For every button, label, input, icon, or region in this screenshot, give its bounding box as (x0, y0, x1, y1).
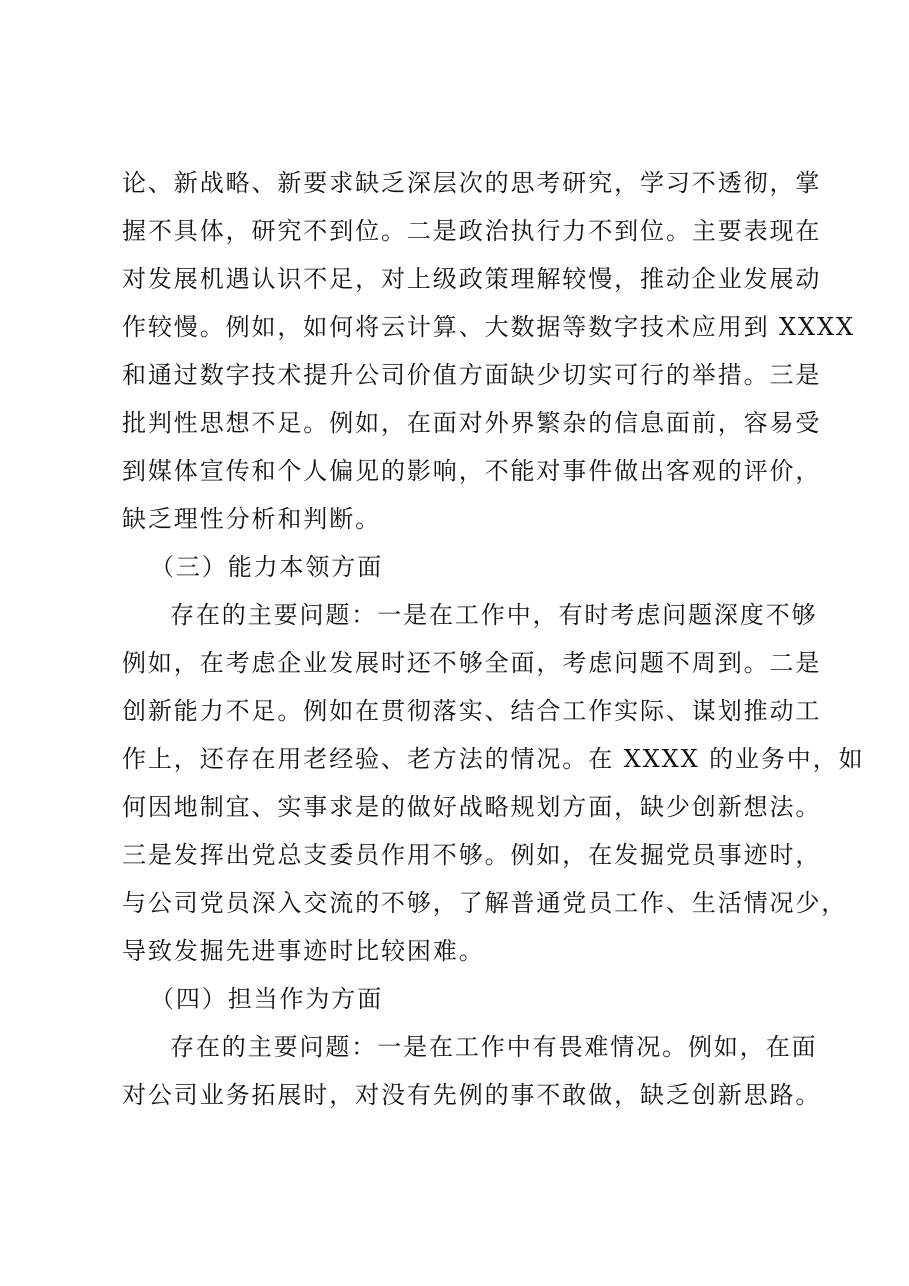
paragraph-line: 存在的主要问题：一是在工作中有畏难情况。例如，在面 (170, 1033, 818, 1061)
paragraph-line: 作上，还存在用老经验、老方法的情况。在 XXXX 的业务中，如 (122, 745, 865, 773)
paragraph-line: 对发展机遇认识不足，对上级政策理解较慢，推动企业发展动 (122, 265, 822, 293)
paragraph-line: 创新能力不足。例如在贯彻落实、结合工作实际、谋划推动工 (122, 697, 822, 725)
paragraph-line: 作较慢。例如，如何将云计算、大数据等数字技术应用到 XXXX (122, 313, 855, 341)
paragraph-line: 导致发掘先进事迹时比较困难。 (122, 937, 485, 965)
paragraph-line: 握不具体，研究不到位。二是政治执行力不到位。主要表现在 (122, 217, 822, 245)
paragraph-line: 例如，在考虑企业发展时还不够全面，考虑问题不周到。二是 (122, 649, 822, 677)
paragraph-line: 到媒体宣传和个人偏见的影响，不能对事件做出客观的评价， (122, 457, 822, 485)
paragraph-line: 论、新战略、新要求缺乏深层次的思考研究，学习不透彻，掌 (122, 169, 822, 197)
section-heading: （三）能力本领方面 (150, 553, 384, 581)
paragraph-line: 存在的主要问题：一是在工作中，有时考虑问题深度不够 (170, 601, 818, 629)
paragraph-line: 对公司业务拓展时，对没有先例的事不敢做，缺乏创新思路。 (122, 1081, 822, 1109)
paragraph-line: 和通过数字技术提升公司价值方面缺少切实可行的举措。三是 (122, 361, 822, 389)
paragraph-line: 缺乏理性分析和判断。 (122, 505, 381, 533)
paragraph-line: 三是发挥出党总支委员作用不够。例如，在发掘党员事迹时， (122, 841, 822, 869)
section-heading: （四）担当作为方面 (150, 985, 384, 1013)
paragraph-line: 何因地制宜、实事求是的做好战略规划方面，缺少创新想法。 (122, 793, 822, 821)
paragraph-line: 与公司党员深入交流的不够，了解普通党员工作、生活情况少， (122, 889, 848, 917)
paragraph-line: 批判性思想不足。例如，在面对外界繁杂的信息面前，容易受 (122, 409, 822, 437)
